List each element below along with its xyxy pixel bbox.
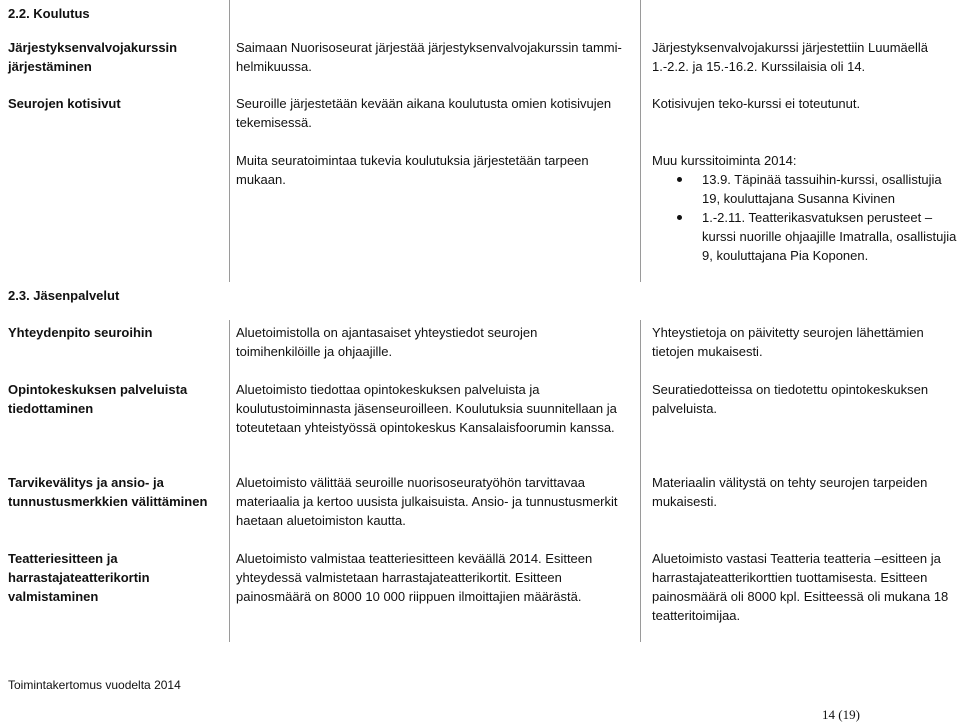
row-result-tarvikevalitys: Materiaalin välitystä on tehty seurojen tarpeiden mukaisesti.	[652, 475, 928, 509]
row-title-teatteriesite: Teatteriesitteen ja harrastajateatterikortin valmistaminen	[8, 551, 150, 604]
column-divider-2	[640, 0, 641, 282]
row-action-tarvikevalitys: Aluetoimisto välittää seuroille nuorisoseuratyöhön tarvittavaa materiaalia ja kertoo uusista julkaisuista. Ansio- ja tunnustusmerkit haetaan aluetoimiston kautta.	[236, 475, 618, 528]
result-intro: Muu kurssitoiminta 2014:	[652, 153, 797, 168]
section-heading-jasenpalvelut: 2.3. Jäsenpalvelut	[8, 288, 120, 303]
course-list	[677, 170, 958, 265]
row-title-kotisivut: Seurojen kotisivut	[8, 96, 121, 111]
row-action-yhteydenpito: Aluetoimistolla on ajantasaiset yhteystiedot seurojen toimihenkilöille ja ohjaajille.	[236, 325, 538, 359]
row-title-opintokeskus: Opintokeskuksen palveluista tiedottaminen	[8, 382, 188, 416]
row-result-kotisivut: Kotisivujen teko-kurssi ei toteutunut.	[652, 96, 861, 111]
footer-report-title: Toimintakertomus vuodelta 2014	[8, 678, 181, 692]
row-result-opintokeskus: Seuratiedotteissa on tiedotettu opintokeskuksen palveluista.	[652, 382, 929, 416]
column-divider-1	[229, 0, 230, 282]
row-result-yhteydenpito: Yhteystietoja on päivitetty seurojen lähettämien tietojen mukaisesti.	[652, 325, 924, 359]
section-heading-koulutus: 2.2. Koulutus	[8, 6, 90, 21]
row-result-teatteriesite: Aluetoimisto vastasi Teatteria teatteria –esitteen ja harrastajateatterikorttien tuottamisesta. Esitteen painosmäärä oli 8000 kpl. Esitteessä oli mukana 18 teatteritoimijaa.	[652, 551, 949, 623]
list-item: 1.-2.11. Teatterikasvatuksen perusteet – kurssi nuorille ohjaajille Imatralla, osallistujia 9, kouluttajana Pia Koponen.	[677, 208, 958, 265]
row-action-muut-koulutukset: Muita seuratoimintaa tukevia koulutuksia järjestetään tarpeen mukaan.	[236, 153, 589, 187]
row-title-jv-kurssi: Järjestyksenvalvojakurssin järjestäminen	[8, 40, 178, 74]
row-action-teatteriesite: Aluetoimisto valmistaa teatteriesitteen keväällä 2014. Esitteen yhteydessä valmistetaan harrastajateatterikortit. Esitteen painosmäärä on 8000 10 000 riippuen ilmoittajien määrästä.	[236, 551, 593, 604]
row-result-muu-kurssitoiminta	[652, 151, 958, 265]
row-title-yhteydenpito: Yhteydenpito seuroihin	[8, 325, 153, 340]
row-title-tarvikevalitys: Tarvikevälitys ja ansio- ja tunnustusmerkkien välittäminen	[8, 475, 208, 509]
column-divider-3	[229, 320, 230, 642]
page-number: 14 (19)	[822, 707, 860, 722]
list-item: 13.9. Täpinää tassuihin-kurssi, osallistujia 19, kouluttajana Susanna Kivinen	[677, 170, 958, 208]
column-divider-4	[640, 320, 641, 642]
row-action-opintokeskus: Aluetoimisto tiedottaa opintokeskuksen palveluista ja koulutustoiminnasta jäsenseuroilleen. Koulutuksia suunnitellaan ja toteutetaan yhteistyössä opintokeskus Kansalaisfoorumin kanssa.	[236, 382, 617, 435]
row-action-jv-kurssi: Saimaan Nuorisoseurat järjestää järjestyksenvalvojakurssin tammi-helmikuussa.	[236, 40, 622, 74]
row-action-kotisivut: Seuroille järjestetään kevään aikana koulutusta omien kotisivujen tekemisessä.	[236, 96, 612, 130]
row-result-jv-kurssi: Järjestyksenvalvojakurssi järjestettiin Luumäellä 1.-2.2. ja 15.-16.2. Kurssilaisia oli 14.	[652, 40, 929, 74]
